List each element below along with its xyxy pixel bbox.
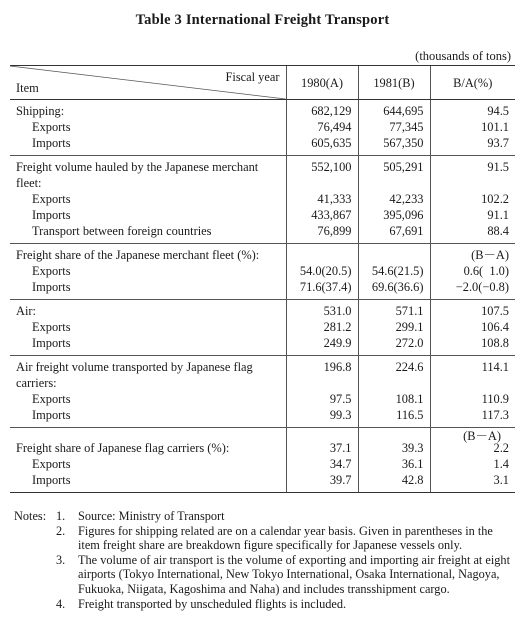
value-ratio: 88.4: [430, 223, 515, 244]
table-row: [10, 319, 515, 335]
table-row: [10, 279, 515, 300]
value-ratio: 91.5: [430, 156, 515, 192]
row-label: Imports: [10, 335, 286, 356]
value-1981: 36.1: [358, 456, 430, 472]
value-1981: 77,345: [358, 119, 430, 135]
value-ratio: 108.8: [430, 335, 515, 356]
ratio-diff-header: (B－A): [463, 429, 501, 443]
value-1980: 99.3: [286, 407, 358, 428]
value-1981: 567,350: [358, 135, 430, 156]
note-text: Freight transported by unscheduled flights is included.: [78, 596, 347, 611]
value-1980: 531.0: [286, 300, 358, 320]
value-1980: 39.7: [286, 472, 358, 493]
table-row: [10, 335, 515, 356]
table-row: [10, 391, 515, 407]
group-flag-carriers: [10, 356, 515, 428]
table-title: Table 3 International Freight Transport: [135, 12, 390, 28]
value-ratio: 114.1: [430, 356, 515, 392]
unit-label: (thousands of tons): [415, 49, 511, 63]
value-1981: 39.3: [358, 428, 430, 457]
value-1981: 42,233: [358, 191, 430, 207]
note-item: [14, 509, 519, 524]
value-1981: 67,691: [358, 223, 430, 244]
item-header-cell: [10, 66, 286, 100]
col-1981-header: 1981(B): [358, 66, 430, 100]
note-number: 1.: [56, 509, 66, 523]
value-1980: 76,899: [286, 223, 358, 244]
row-label: Exports: [32, 457, 71, 471]
row-label: Exports: [32, 320, 71, 334]
table-row: [10, 472, 515, 493]
value-1980: [286, 244, 358, 264]
value-ratio: 117.3: [430, 407, 515, 428]
note-item: [14, 524, 519, 553]
value-ratio: 1.4: [430, 456, 515, 472]
value-ratio: −2.0(−0.8): [430, 279, 515, 300]
value-1980: 37.1: [286, 428, 358, 457]
table-row: [10, 263, 515, 279]
value-ratio: 101.1: [430, 119, 515, 135]
value-1981: 69.6(36.6): [358, 279, 430, 300]
value-ratio: 102.2: [430, 191, 515, 207]
table-row: [10, 300, 515, 320]
value-ratio: 2.2: [493, 441, 509, 455]
row-label: Imports: [10, 135, 286, 156]
value-1980: 249.9: [286, 335, 358, 356]
row-label: Transport between foreign countries: [10, 223, 286, 244]
value-1980: 71.6(37.4): [286, 279, 358, 300]
note-number: 4.: [56, 596, 66, 611]
note-item: [14, 553, 519, 597]
table-row: [10, 428, 515, 457]
table-row: [10, 135, 515, 156]
value-1981: 644,695: [358, 100, 430, 120]
note-number: 3.: [56, 552, 66, 567]
value-1980: 605,635: [286, 135, 358, 156]
table-row: [10, 356, 515, 392]
value-1981: 571.1: [358, 300, 430, 320]
value-1981: 505,291: [358, 156, 430, 192]
notes-label: Notes:: [14, 509, 47, 523]
row-label: Shipping:: [16, 104, 65, 118]
value-ratio: (B－A): [430, 244, 515, 264]
row-label: Imports: [10, 279, 286, 300]
value-1981: [358, 244, 430, 264]
value-1980: 552,100: [286, 156, 358, 192]
value-1981: 54.6(21.5): [358, 263, 430, 279]
table-row: [10, 244, 515, 264]
value-1980: 54.0(20.5): [286, 263, 358, 279]
group-air: [10, 300, 515, 356]
value-ratio: 107.5: [430, 300, 515, 320]
table-row: [10, 223, 515, 244]
value-1981: 116.5: [358, 407, 430, 428]
value-1981: 108.1: [358, 391, 430, 407]
value-ratio: 3.1: [430, 472, 515, 493]
row-label: Air freight volume transported by Japanese flag carriers:: [16, 360, 253, 390]
row-label: Exports: [32, 120, 71, 134]
value-ratio: 110.9: [430, 391, 515, 407]
group-merchant-share: [10, 244, 515, 300]
note-number: 2.: [56, 523, 66, 538]
table-row: [10, 119, 515, 135]
row-label: Exports: [32, 264, 71, 278]
row-label: Freight volume hauled by the Japanese merchant fleet:: [16, 160, 259, 190]
table-row: [10, 407, 515, 428]
value-ratio: 0.6( 1.0): [430, 263, 515, 279]
notes-section: [14, 509, 519, 611]
note-text: Source: Ministry of Transport: [78, 509, 225, 523]
value-1981: 395,096: [358, 207, 430, 223]
value-1981: 272.0: [358, 335, 430, 356]
note-text: Figures for shipping related are on a calendar year basis. Given in parentheses in the item freight share are breakdown figure specifically for Japanese vessels only.: [78, 523, 493, 553]
value-1980: 196.8: [286, 356, 358, 392]
value-ratio: 94.5: [430, 100, 515, 120]
header-row: [10, 66, 515, 100]
value-ratio-cell: [430, 428, 515, 457]
value-ratio: 93.7: [430, 135, 515, 156]
table-row: [10, 191, 515, 207]
row-label: Imports: [10, 407, 286, 428]
value-1980: 281.2: [286, 319, 358, 335]
value-1980: 76,494: [286, 119, 358, 135]
row-label: Freight share of Japanese flag carriers (%):: [16, 441, 230, 455]
table-row: [10, 156, 515, 192]
col-ratio-header: B/A(%): [430, 66, 515, 100]
col-1980-header: 1980(A): [286, 66, 358, 100]
row-label: Freight share of the Japanese merchant fleet (%):: [16, 248, 260, 262]
row-label: Air:: [16, 304, 36, 318]
value-1980: 682,129: [286, 100, 358, 120]
value-1980: 97.5: [286, 391, 358, 407]
row-label: Exports: [32, 392, 71, 406]
table-row: [10, 100, 515, 120]
fiscal-year-header: Fiscal year: [225, 70, 280, 84]
note-item: [14, 597, 519, 612]
value-ratio: 106.4: [430, 319, 515, 335]
table-row: [10, 207, 515, 223]
value-1980: 34.7: [286, 456, 358, 472]
row-label: Imports: [32, 208, 71, 222]
group-shipping: [10, 100, 515, 156]
item-header: Item: [16, 81, 39, 95]
group-merchant-fleet: [10, 156, 515, 244]
value-1981: 224.6: [358, 356, 430, 392]
value-1980: 433,867: [286, 207, 358, 223]
table-row: [10, 456, 515, 472]
group-carrier-share: [10, 428, 515, 493]
row-label: Imports: [10, 472, 286, 493]
value-1981: 42.8: [358, 472, 430, 493]
row-label: Exports: [32, 192, 71, 206]
note-text: The volume of air transport is the volume of exporting and importing air freight at eight airports (Tokyo International, New Tokyo International, Osaka International, Nagoya, Fukuoka, Niigata, Kagoshima and Naha) and includes transshipment cargo.: [78, 552, 510, 596]
freight-table: [10, 65, 515, 493]
value-1981: 299.1: [358, 319, 430, 335]
value-1980: 41,333: [286, 191, 358, 207]
value-ratio: 91.1: [430, 207, 515, 223]
